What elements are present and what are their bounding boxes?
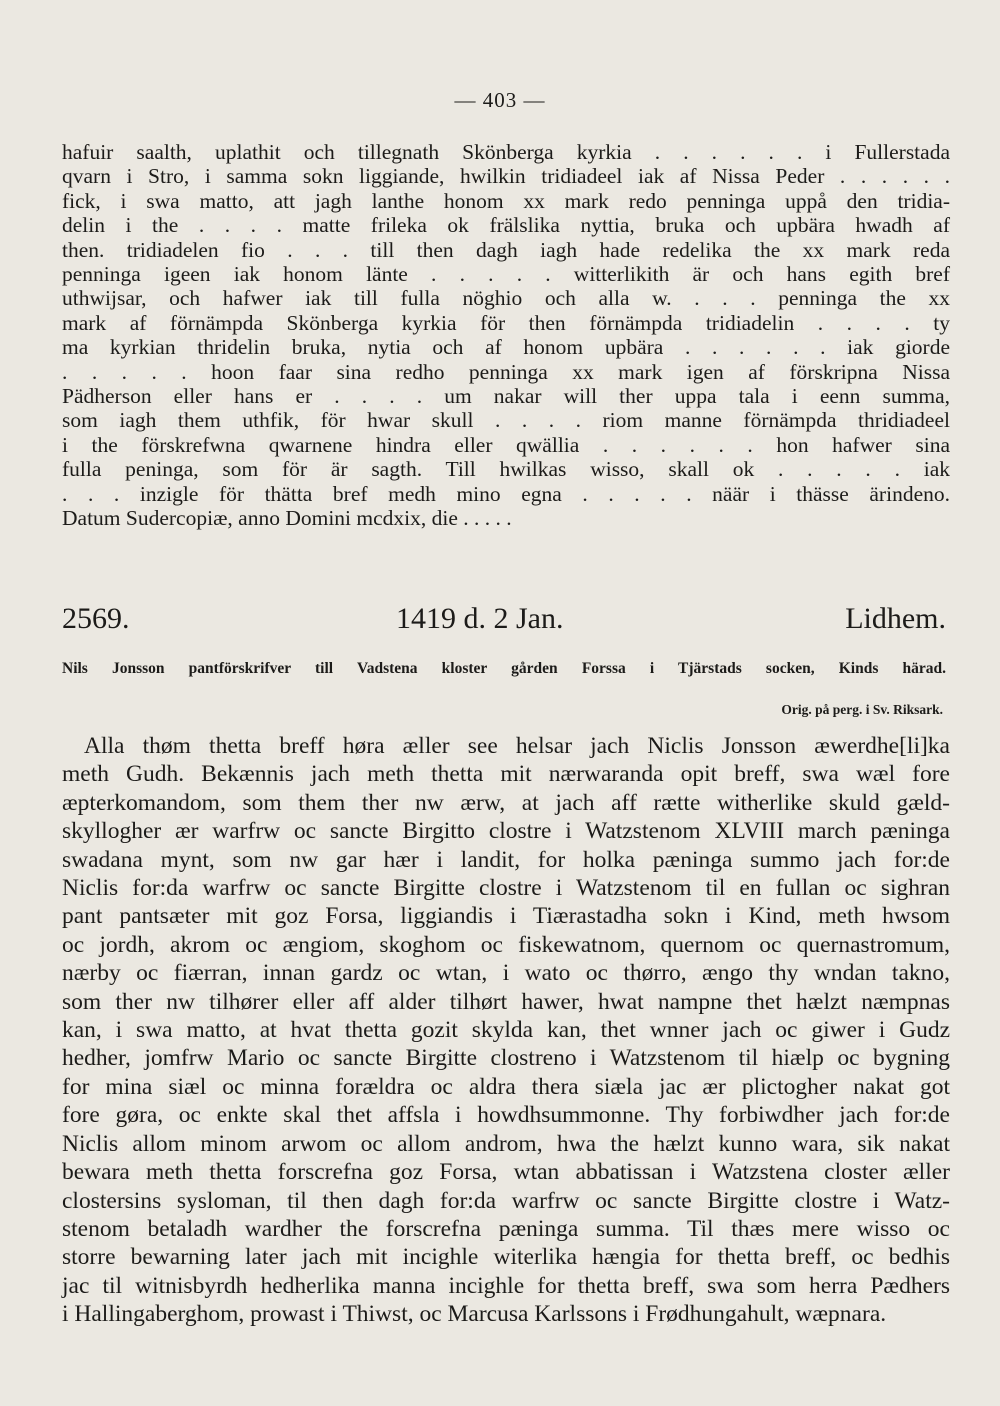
text-line: Niclis allom minom arwom oc allom androm, hwa the hælzt kunno wara, sik nakat [62,1130,950,1157]
entry-source: Orig. på perg. i Sv. Riksark. [781,702,943,717]
previous-letter-continuation [62,140,950,531]
text-line: æpterkomandom, som them ther nw ærw, at jach aff rætte witherlike skuld gæld- [62,789,950,816]
entry-heading [62,602,946,642]
entry-number: 2569. [62,602,130,635]
text-line: kan, i swa matto, at hvat thetta gozit skylda kan, thet wnner jach oc giwer i Gudz [62,1017,950,1044]
text-line: qvarn i Stro, i samma sokn liggiande, hwilkin tridiadeel iak af Nissa Peder . . . . . . [62,164,950,189]
text-line: for mina siæl oc minna forældra oc aldra thera siæla jac ær plictogher nakat got [62,1073,950,1100]
text-line: jac til witnisbyrdh hedherlika manna incighle for thetta breff, swa som herra Pædhers [62,1272,950,1299]
text-line: Datum Sudercopiæ, anno Domini mcdxix, die . . . . . [62,506,512,531]
letter-body [62,732,950,1329]
page-number: — 403 — [454,88,546,112]
text-line: Pädherson eller hans er . . . . um nakar will ther uppa tala i eenn summa, [62,384,950,409]
text-line: fick, i swa matto, att jagh lanthe honom xx mark redo penninga uppå den tridia- [62,188,950,213]
text-line: clostersins sysloman, til then dagh for:da warfrw oc sancte Birgitte clostre i Watz- [62,1187,950,1214]
text-line: mark af förnämpda Skönberga kyrkia för then förnämpda tridiadelin . . . . ty [62,310,950,335]
text-line: uthwijsar, och hafwer iak till fulla nöghio och alla w. . . . penninga the xx [62,286,950,311]
text-line: . . . inzigle för thätta bref medh mino egna . . . . . näär i thässe ärindeno. [62,481,950,506]
text-line: i the förskrefwna qwarnene hindra eller qwällia . . . . . . hon hafwer sina [62,432,950,457]
entry-place: Lidhem. [845,602,946,635]
text-line: nærby oc fiærran, innan gardz oc wtan, i wato oc thørro, ængo thy wndan takno, [62,960,950,987]
text-line: ma kyrkian thridelin bruka, nytia och af honom upbära . . . . . . iak giorde [62,335,950,360]
text-line: then. tridiadelen fio . . . till then dagh iagh hade redelika the xx mark reda [62,237,950,262]
entry-summary: Nils Jonsson pantförskrifver till Vadstena kloster gården Forssa i Tjärstads socken, Kinds härad. [62,660,946,677]
text-line: som iagh them uthfik, för hwar skull . . . . riom manne förnämpda thridiadeel [62,408,950,433]
text-line: pant pantsæter mit goz Forsa, liggiandis i Tiærastadha sokn i Kind, meth hwsom [62,903,950,930]
text-line: hafuir saalth, uplathit och tillegnath Skönberga kyrkia . . . . . . i Fullerstada [62,140,950,164]
text-line: storre bewarning later jach mit incighle witerlika hængia for thetta breff, oc bedhis [62,1244,950,1271]
text-line: skyllogher ær warfrw oc sancte Birgitto clostre i Watzstenom XLVIII march pæninga [62,818,950,845]
text-line: Alla thøm thetta breff høra æller see helsar jach Niclis Jonsson æwerdhe[li]ka [84,733,950,759]
text-line: delin i the . . . . matte frileka ok frälslika nyttia, bruka och upbära hwadh af [62,213,950,238]
text-line: fore gøra, oc enkte skal thet affsla i howdhsummonne. Thy forbiwdher jach for:de [62,1102,950,1129]
text-line: . . . . . hoon faar sina redho penninga xx mark igen af förskripna Nissa [62,359,950,384]
text-line: swadana mynt, som nw gar hær i landit, for holka pæninga summo jach for:de [62,846,950,873]
text-line: som ther nw tilhører eller aff alder tilhørt hawer, hwat nampne thet hælzt næmpnas [62,988,950,1015]
text-line: meth Gudh. Bekænnis jach meth thetta mit nærwaranda opit breff, swa wæl fore [62,761,950,788]
text-line: penninga igeen iak honom länte . . . . . witterlikith är och hans egith bref [62,262,950,287]
text-line: bewara meth thetta forscrefna goz Forsa, wtan abbatissan i Watzstena closter æller [62,1159,950,1186]
text-line: stenom betaladh wardher the forscrefna pæninga summa. Til thæs mere wisso oc [62,1215,950,1242]
text-line: fulla peninga, som för är sagth. Till hwilkas wisso, skall ok . . . . . iak [62,457,950,482]
text-line: hedher, jomfrw Mario oc sancte Birgitte clostreno i Watzstenom til hiælp oc bygning [62,1045,950,1072]
text-line: i Hallingaberghom, prowast i Thiwst, oc Marcusa Karlssons i Frødhungahult, wæpnara. [62,1301,887,1328]
text-line: oc jordh, akrom oc ængiom, skoghom oc fiskewatnom, quernom oc quernastromum, [62,931,950,958]
text-line: Niclis for:da warfrw oc sancte Birgitte clostre i Watzstenom til en fullan oc sighran [62,875,950,902]
entry-date: 1419 d. 2 Jan. [396,602,564,635]
